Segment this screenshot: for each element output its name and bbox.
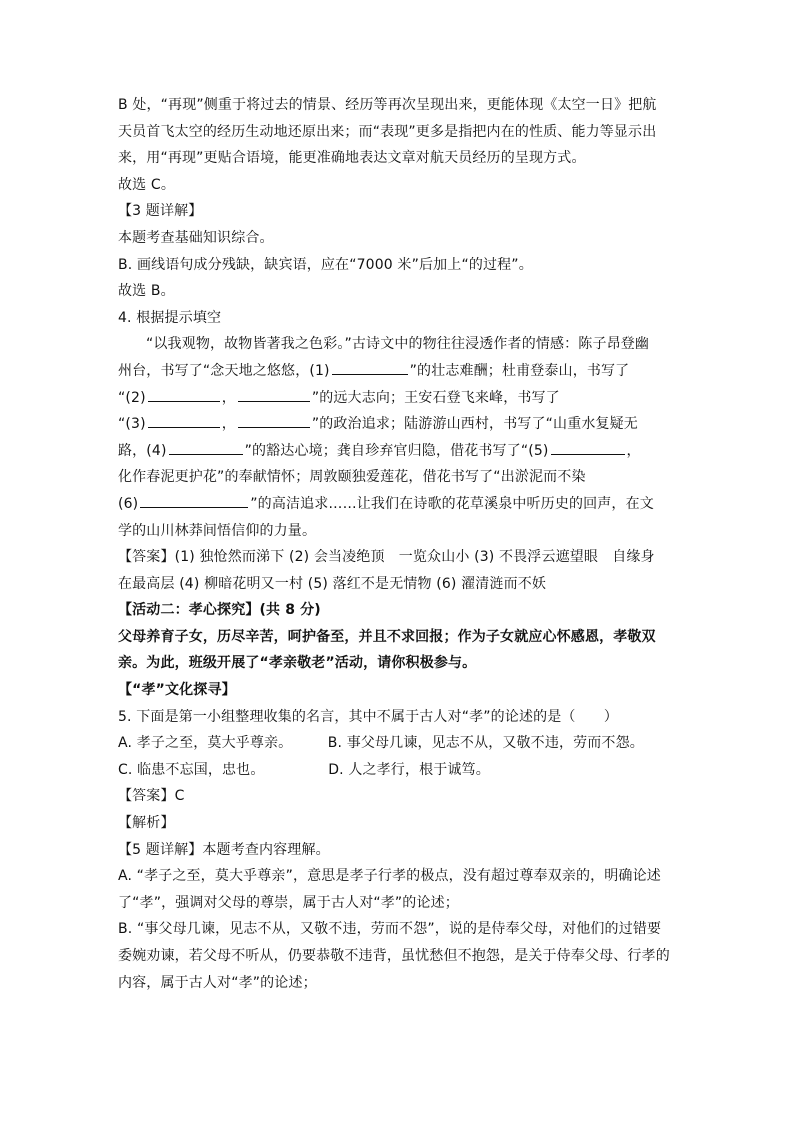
fill-blank-line xyxy=(118,491,678,518)
document-page xyxy=(118,92,678,996)
answer-blank xyxy=(551,439,625,455)
paragraph-line: 化作春泥更护花”的奉献情怀；周敦颐独爱莲花，借花书写了“出淤泥而不染 xyxy=(118,469,586,486)
text-fragment: “(2) xyxy=(118,389,146,406)
activity-heading: 【活动二：孝心探究】(共 8 分) xyxy=(118,602,321,619)
option-line: C. 临患不忘国，忠也。 D. 人之孝行，根于诚笃。 xyxy=(118,761,490,778)
answer-line: 在最高层 (4) 柳暗花明又一村 (5) 落红不是无情物 (6) 濯清涟而不妖 xyxy=(118,575,547,592)
text-fragment: ， xyxy=(626,442,641,459)
answer-line: 【答案】(1) 独怆然而涕下 (2) 会当凌绝顶 一览众山小 (3) 不畏浮云遮望眼 自缘身 xyxy=(118,549,655,566)
fill-blank-line xyxy=(118,411,678,438)
paragraph-line: 委婉劝谏，若父母不听从，仍要恭敬不违背，虽忧愁但不抱怨，是关于侍奉父母、行孝的 xyxy=(118,948,670,964)
detail-heading: 【5 题详解】本题考查内容理解。 xyxy=(118,841,330,858)
text-fragment: ， xyxy=(221,416,236,433)
paragraph-line: 了“孝”，强调对父母的尊崇，属于古人对“孝”的论述； xyxy=(118,894,459,911)
answer-blank xyxy=(169,439,243,455)
answer-blank xyxy=(332,359,408,375)
question-title: 4. 根据提示填空 xyxy=(118,309,222,326)
section-heading: 【3 题详解】 xyxy=(118,203,203,220)
answer-blank xyxy=(148,412,220,428)
answer-blank xyxy=(148,386,220,402)
paragraph-line: 学的山川林莽间悟信仰的力量。 xyxy=(118,522,317,539)
paragraph-line: 内容，属于古人对“孝”的论述； xyxy=(118,974,317,991)
paragraph-line: B 处，“再现”侧重于将过去的情景、经历等再次呈现出来，更能体现《太空一日》把航 xyxy=(118,97,657,113)
text-fragment: ”的远大志向；王安石登飞来峰，书写了 xyxy=(311,389,560,406)
text-fragment: 路，(4) xyxy=(118,442,167,459)
section-heading: 【“孝”文化探寻】 xyxy=(118,682,236,699)
answer-blank xyxy=(238,386,310,402)
activity-intro-line: 亲。为此，班级开展了“孝亲敬老”活动，请你积极参与。 xyxy=(118,655,477,672)
answer-blank xyxy=(238,412,310,428)
paragraph-line: 来，用“再现”更贴合语境，能更准确地表达文章对航天员经历的呈现方式。 xyxy=(118,150,586,167)
paragraph-line: B. 画线语句成分残缺，缺宾语，应在“7000 米”后加上“的过程”。 xyxy=(118,256,533,273)
conclusion-line: 故选 B。 xyxy=(118,283,175,300)
paragraph-line: A. “孝子之至，莫大乎尊亲”，意思是孝子行孝的极点，没有超过尊奉双亲的，明确论述 xyxy=(118,868,661,885)
paragraph-line: “以我观物，故物皆著我之色彩。”古诗文中的物往往浸透作者的情感：陈子昂登幽 xyxy=(146,336,650,353)
fill-blank-line xyxy=(118,438,678,465)
text-fragment: “(3) xyxy=(118,416,146,433)
paragraph-line: 本题考查基础知识综合。 xyxy=(118,229,274,246)
analysis-heading: 【解析】 xyxy=(118,815,175,832)
text-fragment: ”的高洁追求……让我们在诗歌的花草溪泉中听历史的回声，在文 xyxy=(250,495,654,512)
conclusion-line: 故选 C。 xyxy=(118,176,175,193)
answer-blank xyxy=(140,492,248,508)
text-fragment: (6) xyxy=(118,495,139,512)
question-stem: 5. 下面是第一小组整理收集的名言，其中不属于古人对“孝”的论述的是（ ） xyxy=(118,708,619,725)
paragraph-line: B. “事父母几谏，见志不从，又敬不违，劳而不怨”，说的是侍奉父母，对他们的过错要 xyxy=(118,921,662,938)
text-fragment: ”的政治追求；陆游游山西村，书写了“山重水复疑无 xyxy=(311,416,638,433)
text-fragment: ”的壮志难酬；杜甫登泰山，书写了 xyxy=(409,362,630,379)
activity-intro-line: 父母养育子女，历尽辛苦，呵护备至，并且不求回报；作为子女就应心怀感恩，孝敬双 xyxy=(118,628,656,645)
option-line: A. 孝子之至，莫大乎尊亲。 B. 事父母几谏，见志不从，又敬不违，劳而不怨。 xyxy=(118,735,644,752)
answer-line: 【答案】C xyxy=(118,788,185,805)
text-fragment: ， xyxy=(221,389,236,406)
text-fragment: 州台，书写了“念天地之悠悠，(1) xyxy=(118,362,330,379)
fill-blank-line xyxy=(118,358,678,385)
text-fragment: ”的豁达心境；龚自珍弃官归隐，借花书写了“(5) xyxy=(244,442,549,459)
fill-blank-line xyxy=(118,385,678,412)
paragraph-line: 天员首飞太空的经历生动地还原出来；而“表现”更多是指把内在的性质、能力等显示出 xyxy=(118,123,657,140)
